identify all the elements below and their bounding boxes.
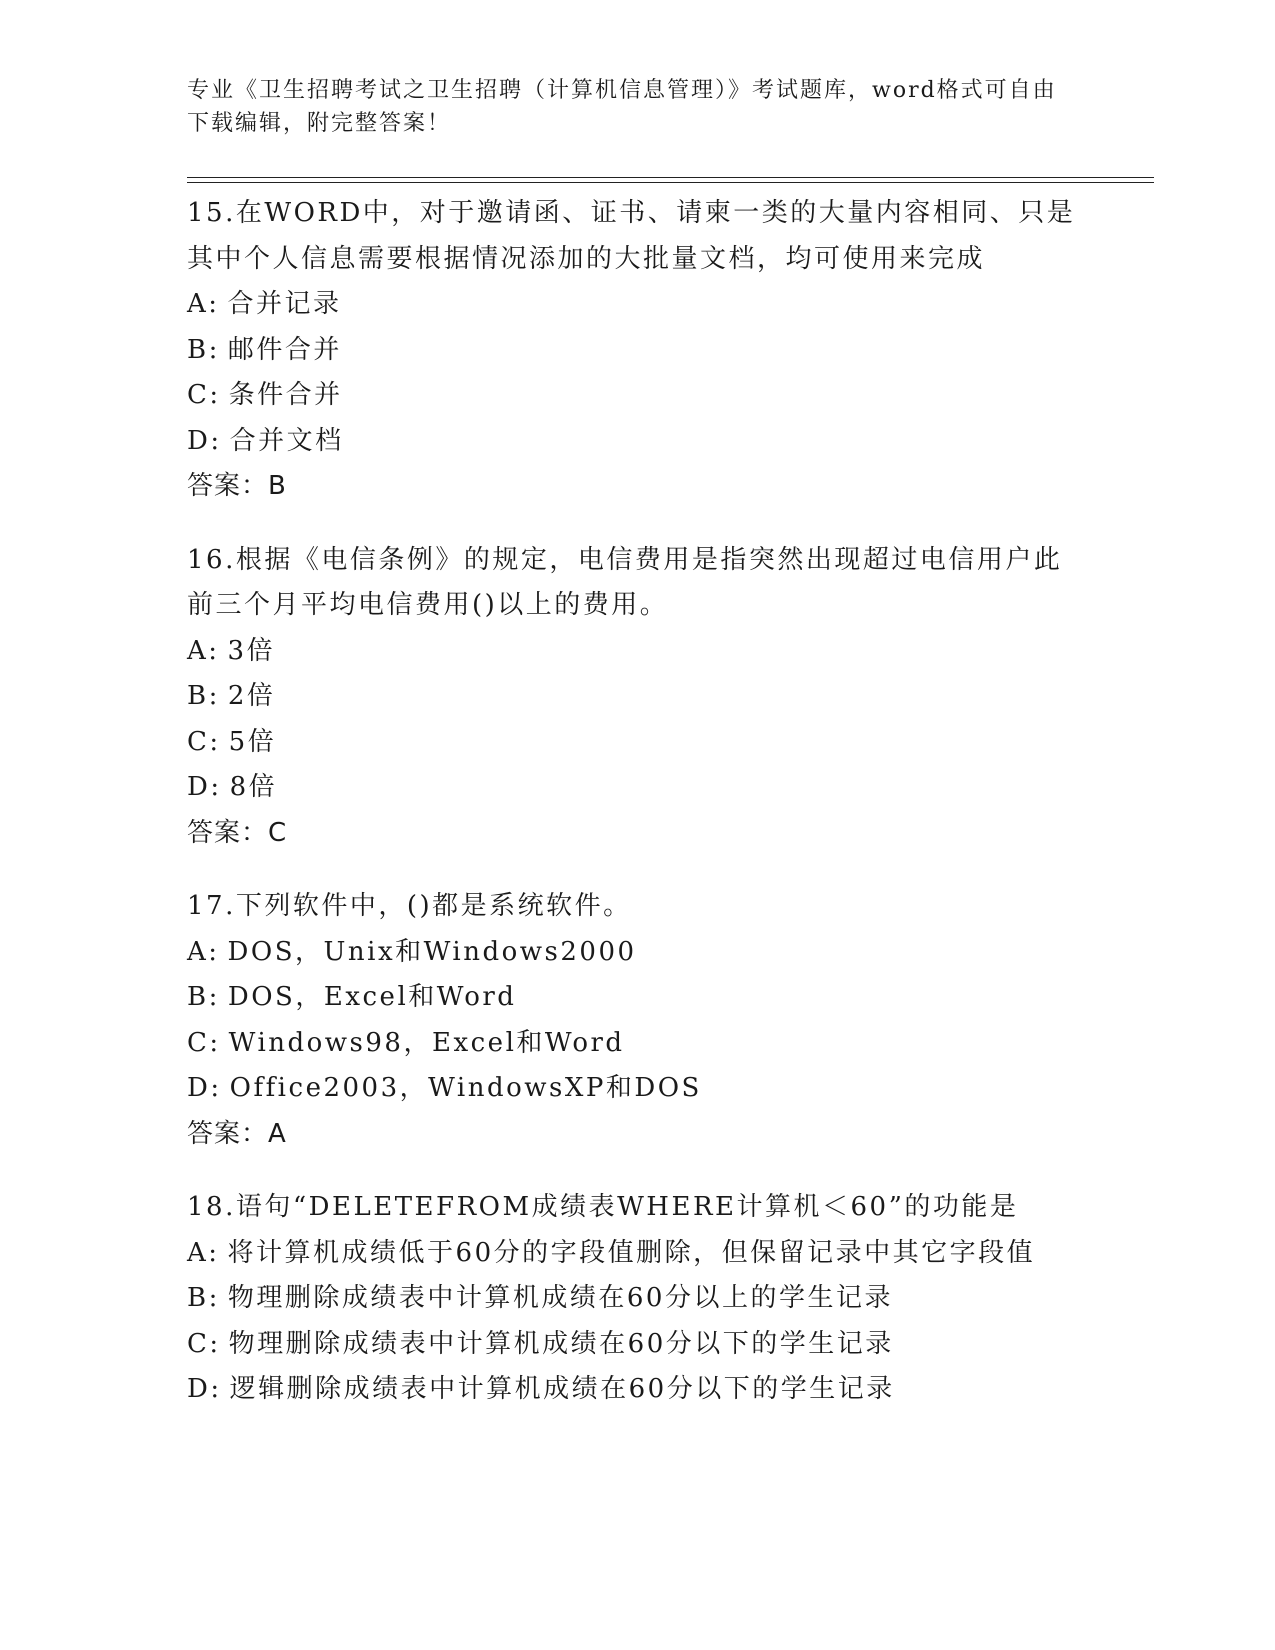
option-a (187, 282, 1087, 328)
document-header: 专业《卫生招聘考试之卫生招聘（计算机信息管理）》考试题库，word格式可自由下载编辑，附完整答案！ (187, 78, 1057, 136)
option-b (187, 674, 1087, 720)
option-separator: : (209, 380, 221, 410)
header-divider-top (187, 177, 1154, 178)
option-separator: : (208, 334, 220, 365)
option-text: Office2003，WindowsXP和DOS (229, 1073, 702, 1103)
option-separator: : (208, 681, 220, 711)
option-separator: : (210, 1374, 222, 1404)
option-text: 3倍 (227, 635, 276, 666)
option-d (187, 419, 1087, 465)
option-separator: : (208, 936, 220, 967)
option-c (187, 720, 1087, 766)
option-letter: D (187, 425, 211, 456)
question-item (187, 884, 1087, 1157)
option-letter: B (187, 982, 209, 1012)
option-text: DOS，Unix和Windows2000 (227, 936, 637, 967)
option-separator: : (210, 772, 222, 802)
option-letter: A (187, 1237, 209, 1268)
option-separator: : (209, 1328, 221, 1359)
option-letter: B (187, 334, 209, 365)
option-text: DOS，Excel和Word (227, 982, 517, 1012)
option-letter: D (187, 1374, 211, 1404)
option-separator: : (208, 1237, 220, 1268)
option-separator: : (208, 635, 220, 666)
option-c (187, 373, 1087, 419)
option-separator: : (208, 289, 220, 319)
question-stem: 15.在WORD中，对于邀请函、证书、请柬一类的大量内容相同、只是其中个人信息需要根据情况添加的大批量文档，均可使用来完成 (187, 198, 1076, 274)
option-c (187, 1021, 1087, 1067)
option-d (187, 1367, 1087, 1413)
option-text: 条件合并 (228, 380, 343, 410)
option-letter: B (187, 1283, 209, 1313)
option-text: 邮件合并 (227, 334, 342, 365)
question-item (187, 1185, 1087, 1413)
question-stem: 16.根据《电信条例》的规定，电信费用是指突然出现超过电信用户此前三个月平均电信费用()以上的费用。 (187, 544, 1063, 620)
option-b (187, 1276, 1087, 1322)
option-text: Windows98，Excel和Word (228, 1027, 625, 1058)
option-letter: A (187, 289, 209, 319)
option-text: 合并文档 (229, 425, 344, 456)
option-separator: : (210, 1073, 222, 1103)
option-separator: : (208, 982, 220, 1012)
option-text: 2倍 (227, 681, 276, 711)
option-text: 合并记录 (227, 289, 342, 319)
option-text: 物理删除成绩表中计算机成绩在60分以下的学生记录 (228, 1328, 894, 1359)
option-letter: D (187, 772, 211, 802)
question-stem: 18.语句“DELETEFROM成绩表WHERE计算机＜60”的功能是 (187, 1192, 1019, 1222)
option-letter: B (187, 681, 209, 711)
option-letter: C (187, 380, 210, 410)
option-b (187, 328, 1087, 374)
option-a (187, 629, 1087, 675)
option-separator: : (210, 425, 222, 456)
option-d (187, 765, 1087, 811)
option-letter: A (187, 635, 209, 666)
answer-line: 答案：A (187, 1118, 287, 1149)
header-divider-bottom (187, 182, 1154, 183)
option-text: 将计算机成绩低于60分的字段值删除，但保留记录中其它字段值 (227, 1237, 1036, 1268)
question-list (187, 191, 1087, 1441)
option-letter: C (187, 726, 210, 757)
option-letter: A (187, 936, 209, 967)
option-b (187, 975, 1087, 1021)
option-letter: D (187, 1073, 211, 1103)
option-c (187, 1322, 1087, 1368)
answer-line: 答案：B (187, 471, 287, 501)
option-d (187, 1066, 1087, 1112)
option-text: 物理删除成绩表中计算机成绩在60分以上的学生记录 (227, 1283, 893, 1313)
question-stem: 17.下列软件中，()都是系统软件。 (187, 891, 632, 921)
option-separator: : (208, 1283, 220, 1313)
option-a (187, 930, 1087, 976)
option-text: 5倍 (228, 726, 277, 757)
option-separator: : (209, 726, 221, 757)
answer-line: 答案：C (187, 817, 288, 848)
option-letter: C (187, 1328, 210, 1359)
question-item (187, 538, 1087, 857)
option-text: 逻辑删除成绩表中计算机成绩在60分以下的学生记录 (229, 1374, 895, 1404)
question-item (187, 191, 1087, 510)
option-separator: : (209, 1027, 221, 1058)
option-a (187, 1231, 1087, 1277)
option-letter: C (187, 1027, 210, 1058)
option-text: 8倍 (229, 772, 278, 802)
